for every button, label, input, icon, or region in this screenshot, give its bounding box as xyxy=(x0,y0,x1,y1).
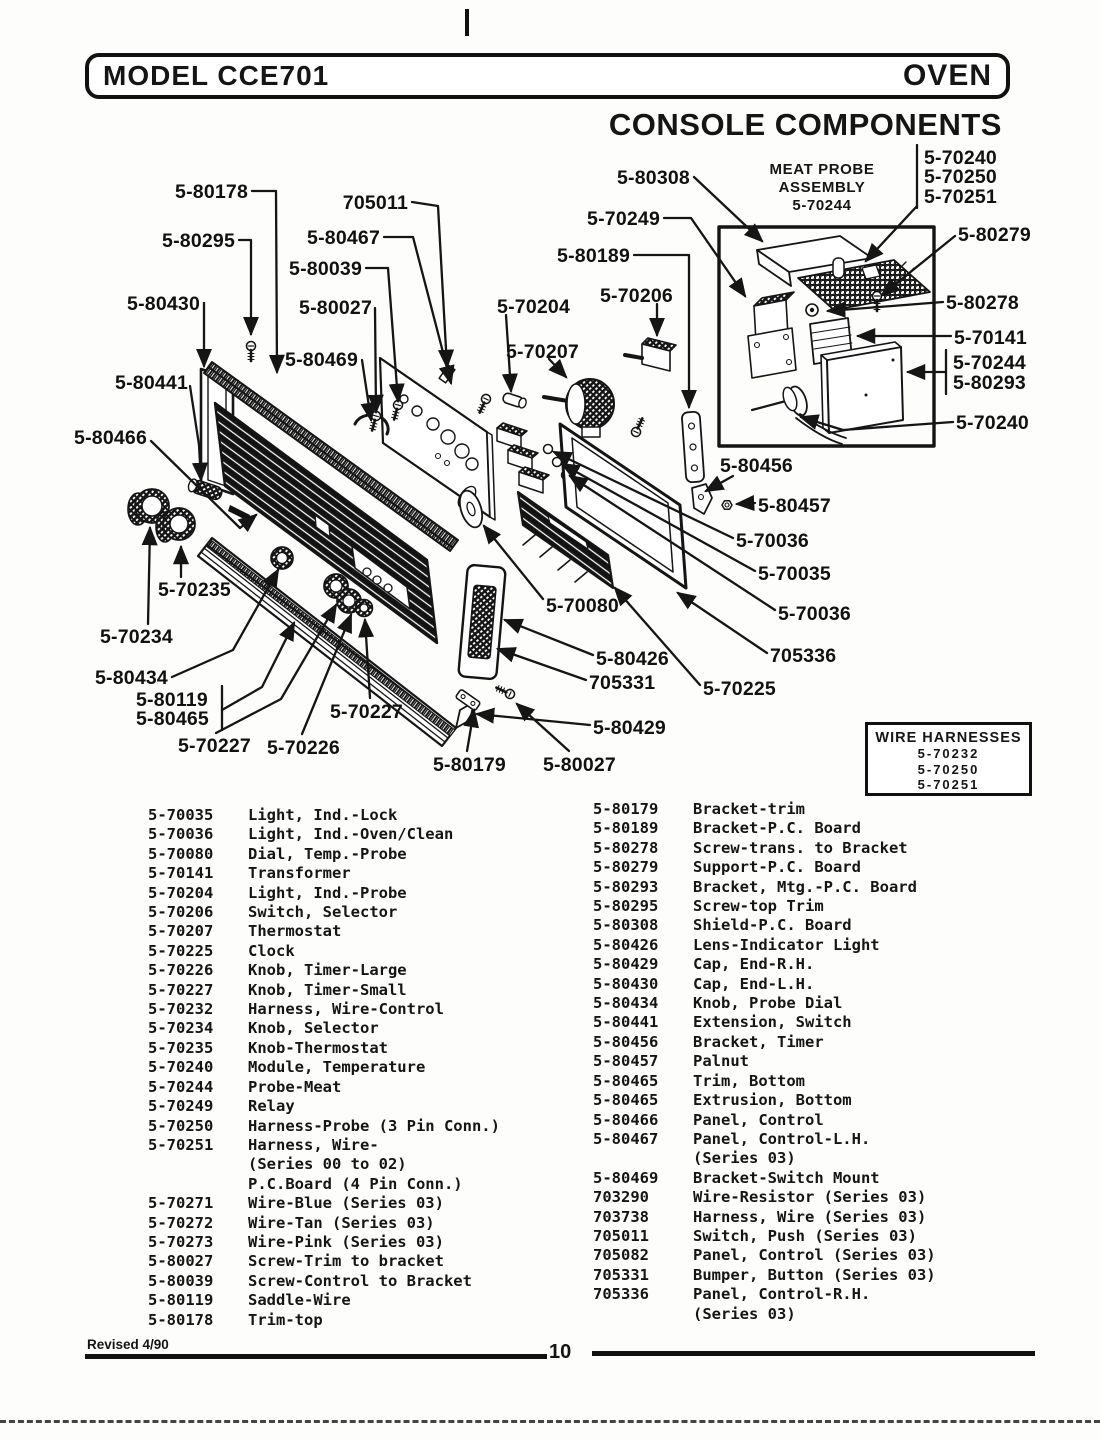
part-number: 703290 xyxy=(593,1188,649,1207)
parts-list-row xyxy=(148,845,500,864)
parts-list-row xyxy=(148,1078,500,1097)
meat-probe-title-line: 5-70244 xyxy=(792,197,852,214)
part-number: 5-70272 xyxy=(148,1213,214,1232)
part-description: Knob, Probe Dial xyxy=(693,994,843,1013)
part-description: Knob, Timer-Small xyxy=(248,980,407,999)
parts-list-row xyxy=(593,975,936,994)
part-description: Bracket, Mtg.-P.C. Board xyxy=(693,877,917,896)
part-number: 5-70035 xyxy=(148,806,214,824)
part-description: Wire-Resistor (Series 03) xyxy=(693,1188,927,1207)
leader-line xyxy=(506,315,511,391)
part-callout: 5-80119 xyxy=(136,689,208,711)
part-callout: 5-70240 xyxy=(924,147,997,169)
part-description: Light, Ind.-Oven/Clean xyxy=(248,825,454,844)
parts-list-row xyxy=(593,994,936,1013)
part-callout: 5-70249 xyxy=(587,208,660,230)
parts-list-row xyxy=(593,878,936,897)
page-number: 10 xyxy=(549,1341,572,1363)
part-description: Panel, Control-R.H. xyxy=(693,1285,871,1304)
part-number: 5-70251 xyxy=(148,1135,214,1154)
parts-list-row xyxy=(148,864,500,883)
part-description: Light, Ind.-Lock xyxy=(248,806,398,824)
parts-list-row xyxy=(593,819,936,838)
parts-list-row xyxy=(148,1136,500,1155)
part-callout: 5-80434 xyxy=(95,667,168,689)
part-description: Screw-top Trim xyxy=(693,897,824,916)
part-description: Lens-Indicator Light xyxy=(693,935,880,954)
parts-list-row xyxy=(593,1285,936,1304)
part-number: 5-80430 xyxy=(593,974,659,993)
part-description: Cap, End-R.H. xyxy=(693,955,815,974)
wire-harness-number: 5-70250 xyxy=(917,761,980,777)
parts-list-row xyxy=(593,1169,936,1188)
part-number: 705011 xyxy=(593,1226,649,1245)
model-label: MODEL CCE701 xyxy=(103,60,330,91)
leader-line xyxy=(505,620,593,655)
part-callout: 5-80456 xyxy=(720,455,793,477)
temperature-module xyxy=(821,342,903,433)
part-number: 5-80456 xyxy=(593,1032,659,1051)
part-callout: 5-70035 xyxy=(758,563,831,585)
pc-board-bracket xyxy=(682,411,705,482)
part-description: (Series 00 to 02) xyxy=(248,1155,407,1174)
part-callout: 5-70227 xyxy=(330,701,403,723)
leader-line xyxy=(190,386,201,480)
parts-list-row xyxy=(593,1072,936,1091)
indicator-lens-hole xyxy=(544,445,553,454)
parts-list-row xyxy=(593,1149,936,1168)
part-description: Extrusion, Bottom xyxy=(693,1091,852,1110)
relay xyxy=(748,292,796,378)
part-number: 5-70036 xyxy=(148,825,214,844)
parts-list-row xyxy=(148,1117,500,1136)
part-number: 5-70227 xyxy=(148,980,214,999)
part-callout: 5-70234 xyxy=(100,626,173,648)
part-callout: 5-70235 xyxy=(158,579,231,601)
panel-screw-icon xyxy=(476,393,492,414)
part-number: 5-80466 xyxy=(593,1110,659,1129)
part-number: 5-70271 xyxy=(148,1194,214,1213)
part-callout: 5-70240 xyxy=(956,412,1029,434)
leader-line xyxy=(517,704,569,751)
indicator-light xyxy=(502,392,527,409)
part-number: 5-70206 xyxy=(148,903,214,922)
part-description: Harness, Wire- xyxy=(248,1135,379,1154)
part-description: Wire-Pink (Series 03) xyxy=(248,1232,444,1251)
part-callout: 5-80027 xyxy=(299,297,372,319)
parts-list-row xyxy=(148,884,500,903)
parts-list-row xyxy=(148,1291,500,1310)
part-number: 5-80426 xyxy=(593,935,659,954)
part-number: 5-80441 xyxy=(593,1013,659,1032)
parts-list-row xyxy=(593,955,936,974)
part-number: 5-70249 xyxy=(148,1097,214,1116)
part-callout: 5-70036 xyxy=(778,603,851,625)
part-description: Transformer xyxy=(248,864,351,883)
part-callout: 5-80027 xyxy=(543,754,616,776)
parts-list-row xyxy=(148,1000,500,1019)
part-callout: 5-70244 xyxy=(953,352,1026,374)
part-callout: 5-80466 xyxy=(74,427,147,449)
part-description: Wire-Tan (Series 03) xyxy=(248,1213,435,1232)
part-callout: 5-80457 xyxy=(758,495,831,517)
wire-harness-number: 5-70251 xyxy=(917,777,980,792)
leader-line xyxy=(570,476,775,610)
part-number: 5-70235 xyxy=(148,1038,214,1057)
part-description: Bracket-trim xyxy=(693,800,805,818)
part-number: 5-80119 xyxy=(148,1291,214,1310)
part-description: Cap, End-L.H. xyxy=(693,974,815,993)
parts-list-row xyxy=(148,1194,500,1213)
part-callout: 5-70204 xyxy=(497,296,570,318)
leader-line xyxy=(412,202,447,367)
part-description: Shield-P.C. Board xyxy=(693,916,852,935)
parts-list-row xyxy=(593,1188,936,1207)
part-number xyxy=(593,1149,693,1168)
leader-line xyxy=(148,528,150,624)
part-description: Knob, Selector xyxy=(248,1019,379,1038)
part-number: 705336 xyxy=(593,1285,649,1304)
wire-harness-number: 5-70232 xyxy=(917,746,980,761)
part-callout: 5-80295 xyxy=(162,230,235,252)
parts-list-row xyxy=(148,1233,500,1252)
parts-list-row xyxy=(148,1058,500,1077)
indicator-lens xyxy=(458,565,506,680)
footer-rule-right xyxy=(592,1351,1035,1356)
parts-list-row xyxy=(148,806,500,825)
part-callout: 5-80293 xyxy=(953,372,1026,394)
part-number: 5-80467 xyxy=(593,1129,659,1148)
page-edge-dashes xyxy=(0,1420,1100,1423)
parts-list-row xyxy=(593,936,936,955)
part-number: 705082 xyxy=(593,1246,649,1265)
part-number: 5-80295 xyxy=(593,897,659,916)
part-description: (Series 03) xyxy=(693,1304,796,1323)
part-description: (Series 03) xyxy=(693,1149,796,1168)
leader-line xyxy=(615,588,700,685)
part-number: 5-70204 xyxy=(148,883,214,902)
part-description: Extension, Switch xyxy=(693,1013,852,1032)
leader-line xyxy=(634,255,689,407)
part-description: Thermostat xyxy=(248,922,342,941)
part-number: 703738 xyxy=(593,1207,649,1226)
parts-list-row xyxy=(148,961,500,980)
leader-line xyxy=(477,714,590,725)
part-number: 5-80469 xyxy=(593,1168,659,1187)
trim-screw-icon xyxy=(495,684,516,700)
part-number: 5-70225 xyxy=(148,941,214,960)
parts-list-row xyxy=(148,942,500,961)
part-number: 5-80027 xyxy=(148,1252,214,1271)
thermostat-knob xyxy=(156,508,195,542)
parts-list-row xyxy=(148,981,500,1000)
part-number: 5-70232 xyxy=(148,1000,214,1019)
part-number: 5-80179 xyxy=(593,800,659,818)
leader-line xyxy=(362,360,371,420)
leader-line xyxy=(737,503,755,504)
part-number: 5-80308 xyxy=(593,916,659,935)
part-number xyxy=(148,1175,248,1194)
top-trim-screw-icon xyxy=(247,342,256,362)
leader-line xyxy=(375,308,376,412)
part-description: Relay xyxy=(248,1097,295,1116)
part-number: 5-80279 xyxy=(593,858,659,877)
part-description: Switch, Push (Series 03) xyxy=(693,1226,917,1245)
part-number: 5-70273 xyxy=(148,1232,214,1251)
parts-list-row xyxy=(593,1111,936,1130)
part-callout: 5-80308 xyxy=(617,167,690,189)
part-number: 5-70240 xyxy=(148,1058,214,1077)
part-description: Screw-Control to Bracket xyxy=(248,1271,472,1290)
part-description: Saddle-Wire xyxy=(248,1291,351,1310)
part-description: Probe-Meat xyxy=(248,1077,342,1096)
part-number xyxy=(148,1155,248,1174)
part-number: 5-80465 xyxy=(593,1091,659,1110)
parts-list-row xyxy=(593,1305,936,1324)
parts-list-row xyxy=(593,1130,936,1149)
part-description: P.C.Board (4 Pin Conn.) xyxy=(248,1174,463,1193)
part-description: Harness-Probe (3 Pin Conn.) xyxy=(248,1116,500,1135)
part-description: Palnut xyxy=(693,1052,749,1071)
indicator-lens-hole xyxy=(553,458,562,467)
part-callout: 705011 xyxy=(342,192,408,214)
part-description: Harness, Wire (Series 03) xyxy=(693,1207,927,1226)
long-screw-icon xyxy=(630,417,646,438)
parts-list-row xyxy=(593,1091,936,1110)
leader-line xyxy=(239,240,251,334)
part-callout: 705331 xyxy=(589,672,656,694)
wire-harness-title: WIRE HARNESSES xyxy=(875,730,1022,746)
part-callout: 5-80469 xyxy=(285,349,358,371)
part-number: 5-80434 xyxy=(593,994,659,1013)
part-callout: 5-70207 xyxy=(506,341,579,363)
part-description: Knob-Thermostat xyxy=(248,1038,388,1057)
part-callout: 705336 xyxy=(770,645,837,667)
parts-list-row xyxy=(593,1227,936,1246)
part-description: Panel, Control (Series 03) xyxy=(693,1246,936,1265)
part-description: Screw-trans. to Bracket xyxy=(693,838,908,857)
part-number: 705331 xyxy=(593,1265,649,1284)
part-description: Light, Ind.-Probe xyxy=(248,883,407,902)
parts-list-row xyxy=(148,1019,500,1038)
parts-list-row xyxy=(148,1175,500,1194)
part-description: Knob, Timer-Large xyxy=(248,961,407,980)
part-number: 5-70234 xyxy=(148,1019,214,1038)
part-callout: 5-70226 xyxy=(267,737,340,759)
parts-list-right-column xyxy=(593,800,936,1324)
part-description: Trim, Bottom xyxy=(693,1071,805,1090)
part-number: 5-70141 xyxy=(148,864,214,883)
part-callout: 5-70036 xyxy=(736,530,809,552)
part-description: Bracket, Timer xyxy=(693,1032,824,1051)
part-callout: 5-80465 xyxy=(136,708,209,730)
part-number: 5-80039 xyxy=(148,1271,214,1290)
part-description: Wire-Blue (Series 03) xyxy=(248,1194,444,1213)
part-callout: 5-70141 xyxy=(954,327,1027,349)
parts-list-row xyxy=(148,1311,500,1330)
parts-list-row xyxy=(148,1155,500,1174)
part-number: 5-80293 xyxy=(593,877,659,896)
parts-list-row xyxy=(148,922,500,941)
timer-knob-small-2 xyxy=(356,600,373,617)
part-callout: 5-80039 xyxy=(289,258,362,280)
part-callout: 5-80178 xyxy=(175,181,248,203)
part-description: Switch, Selector xyxy=(248,903,398,922)
page-title: CONSOLE COMPONENTS xyxy=(608,107,1002,142)
part-callout: 5-70227 xyxy=(178,735,251,757)
part-number: 5-70080 xyxy=(148,844,214,863)
part-number: 5-70226 xyxy=(148,961,214,980)
part-number: 5-80189 xyxy=(593,819,659,838)
meat-probe-title-line: ASSEMBLY xyxy=(778,179,866,196)
leader-line xyxy=(549,359,566,377)
switch-stack xyxy=(497,423,549,493)
probe-dial-knob xyxy=(271,547,293,569)
parts-list-row xyxy=(148,1252,500,1271)
part-description: Module, Temperature xyxy=(248,1058,426,1077)
part-number: 5-70207 xyxy=(148,922,214,941)
part-description: Screw-Trim to bracket xyxy=(248,1252,444,1271)
revision-label: Revised 4/90 xyxy=(87,1337,169,1352)
part-description: Panel, Control xyxy=(693,1110,824,1129)
parts-list-row xyxy=(593,1013,936,1032)
parts-list-left-column xyxy=(148,806,500,1330)
thermostat xyxy=(544,379,614,437)
parts-list-row xyxy=(593,1052,936,1071)
part-callout: 5-70251 xyxy=(924,186,997,208)
parts-list-row xyxy=(593,897,936,916)
category-label: OVEN xyxy=(902,59,992,92)
part-number: 5-70244 xyxy=(148,1077,214,1096)
part-callout: 5-70225 xyxy=(703,678,776,700)
part-number: 5-80457 xyxy=(593,1052,659,1071)
parts-list-row xyxy=(148,903,500,922)
parts-list-row xyxy=(593,858,936,877)
footer-rule-left xyxy=(85,1354,547,1359)
parts-list-row xyxy=(593,1246,936,1265)
part-callout: 5-80429 xyxy=(593,717,666,739)
part-callout: 5-70206 xyxy=(600,285,673,307)
part-number xyxy=(593,1305,693,1324)
part-description: Dial, Temp.-Probe xyxy=(248,844,407,863)
part-number: 5-80278 xyxy=(593,838,659,857)
part-callout: 5-80279 xyxy=(958,224,1031,246)
parts-list-row xyxy=(593,916,936,935)
leader-line xyxy=(706,476,733,491)
part-description: Harness, Wire-Control xyxy=(248,1000,444,1019)
parts-list-row xyxy=(593,800,936,819)
parts-list-row xyxy=(593,1033,936,1052)
part-description: Bumper, Button (Series 03) xyxy=(693,1265,936,1284)
part-description: Trim-top xyxy=(248,1310,323,1329)
leader-line xyxy=(678,593,767,653)
parts-list-row xyxy=(148,825,500,844)
part-callout: 5-80278 xyxy=(946,292,1019,314)
parts-list-row xyxy=(148,1272,500,1291)
selector-switch xyxy=(625,338,676,371)
parts-list-row xyxy=(593,839,936,858)
part-number: 5-80178 xyxy=(148,1310,214,1329)
leader-line xyxy=(694,177,762,241)
part-callout: 5-80430 xyxy=(127,293,200,315)
parts-list-row xyxy=(593,1208,936,1227)
parts-list-row xyxy=(148,1039,500,1058)
part-callout: 5-80467 xyxy=(307,227,380,249)
leader-line xyxy=(664,218,745,296)
part-callout: 5-80179 xyxy=(433,754,506,776)
part-number: 5-80465 xyxy=(593,1071,659,1090)
parts-list-row xyxy=(593,1266,936,1285)
parts-list-row xyxy=(148,1097,500,1116)
washer xyxy=(806,304,818,316)
part-callout: 5-80441 xyxy=(115,372,188,394)
part-description: Bracket-P.C. Board xyxy=(693,819,861,838)
part-callout: 5-80189 xyxy=(557,245,630,267)
parts-list-row xyxy=(148,1214,500,1233)
leader-line xyxy=(498,649,586,680)
part-description: Panel, Control-L.H. xyxy=(693,1129,871,1148)
part-callout: 5-80426 xyxy=(596,648,669,670)
part-number: 5-80429 xyxy=(593,955,659,974)
palnut xyxy=(722,501,732,510)
part-callout: 5-70080 xyxy=(546,595,619,617)
part-description: Support-P.C. Board xyxy=(693,858,861,877)
meat-probe-title-line: MEAT PROBE xyxy=(769,161,875,178)
part-description: Clock xyxy=(248,941,295,960)
part-number: 5-70250 xyxy=(148,1116,214,1135)
part-description: Bracket-Switch Mount xyxy=(693,1168,880,1187)
part-callout: 5-70250 xyxy=(924,166,997,188)
